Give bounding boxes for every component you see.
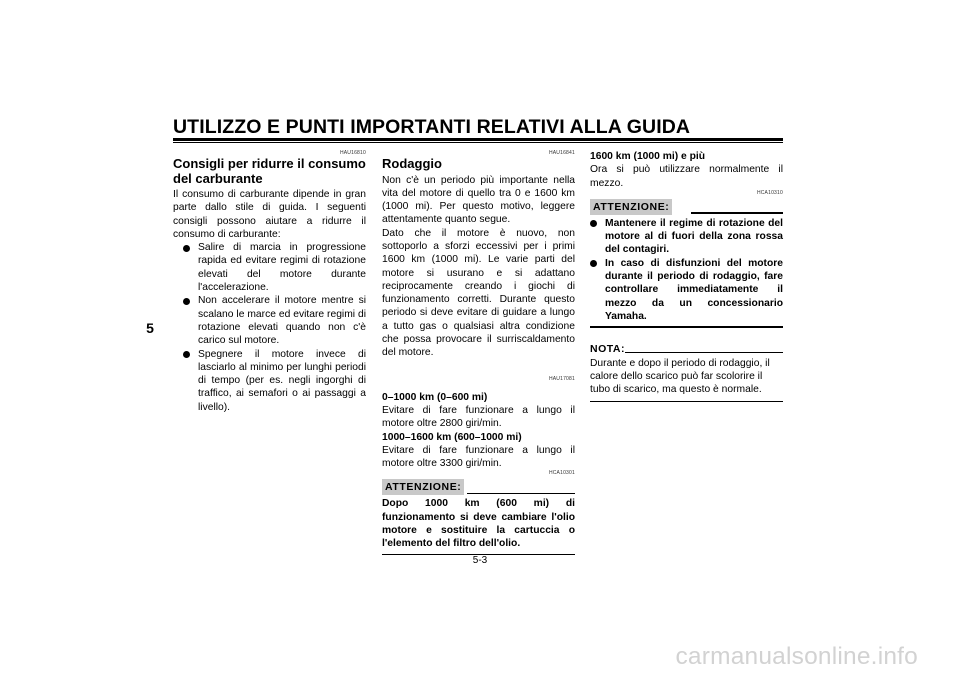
break-in-paragraph-1: Non c'è un periodo più importante nella vita del motore di quello tra 0 e 1600 km (1000 mi). Per questo motivo, leggere attentamente quanto segue. [382,174,575,226]
caution-label: ATTENZIONE: [590,199,672,215]
column-break-in [382,150,575,555]
fuel-tips-list [173,241,366,414]
break-in-stage-1-text: Evitare di fare funzionare a lungo il motore oltre 2800 giri/min. [382,404,575,430]
list-item: Salire di marcia in progressione rapida ed evitare regimi di rotazione elevati del motore durante l'accelerazione. [183,241,366,294]
section-code: HAU16841 [548,150,575,156]
break-in-stage-3-title: 1600 km (1000 mi) e più [590,151,706,162]
section-heading-fuel [173,157,366,186]
caution-code: HCA10301 [548,470,575,477]
caution-label: ATTENZIONE: [382,479,464,495]
caution-header [382,479,575,497]
caution-rule [691,212,783,214]
note-rule [625,352,783,353]
heading-line-1: Consigli per ridurre il consumo [173,156,366,171]
header-rule [173,138,783,141]
bullet-icon [183,298,190,305]
break-in-stage-3-text: Ora si può utilizzare normalmente il mezzo. [590,164,783,189]
break-in-paragraph-2: Dato che il motore è nuovo, non sottoporlo a sforzi eccessivi per i primi 1600 km (1000 mi). Le varie parti del motore si usurano e si adattano reciprocamente creando i giochi di funzionamento corretti. Durante questo periodo si deve evitare di guidare a lungo a tutto gas o qualsiasi altra condizione che possa provocare il surriscaldamento del motore. [382,227,575,359]
section-code: HAU17081 [548,375,575,382]
caution-header [590,199,783,217]
caution-text: Dopo 1000 km (600 mi) di funzionamento si deve cambiare l'olio motore e sostituire la cartuccia o l'elemento del filtro dell'olio. [382,498,575,550]
note-label: NOTA: [590,342,625,355]
page-number: 5-3 [472,555,488,566]
caution-list [590,217,783,323]
caution-end-rule [590,326,783,328]
section-heading-break-in: Rodaggio [382,156,442,171]
note-end-rule [590,401,783,402]
list-item: In caso di disfunzioni del motore durante il periodo di rodaggio, fare controllare immediatamente il mezzo da un concessionario Yamaha. [590,257,783,323]
fuel-intro: Il consumo di carburante dipende in gran parte dallo stile di guida. I seguenti consigli possono aiutare a ridurre il consumo di carburante: [173,189,366,240]
note-header [590,342,783,357]
chapter-title: UTILIZZO E PUNTI IMPORTANTI RELATIVI ALLA GUIDA [173,116,691,138]
column-after-break-in [590,150,783,402]
note-text: Durante e dopo il periodo di rodaggio, il calore dello scarico può far scolorire il tubo di scarico, ma questo è normale. [590,357,770,396]
bullet-icon [183,351,190,358]
column-fuel-consumption [173,150,366,414]
heading-line-2: del carburante [173,170,263,186]
bullet-icon [183,245,190,252]
bullet-icon [590,220,597,227]
caution-rule [467,493,575,495]
header-rule-thin [173,142,783,143]
break-in-stage-2-text: Evitare di fare funzionare a lungo il motore oltre 3300 giri/min. [382,444,575,470]
break-in-stage-1-title: 0–1000 km (0–600 mi) [382,391,488,403]
section-code: HAU16810 [339,150,366,156]
chapter-tab: 5 [146,320,154,336]
list-item: Spegnere il motore invece di lasciarlo al minimo per lunghi periodi di tempo (per es. negli ingorghi di traffico, ai semafori o ai passaggi a livello). [183,348,366,414]
bullet-icon [590,260,597,267]
caution-code: HCA10310 [756,189,783,196]
watermark: carmanualsonline.info [675,643,918,670]
break-in-stage-2-title: 1000–1600 km (600–1000 mi) [382,431,522,443]
list-item: Non accelerare il motore mentre si scalano le marce ed evitare regimi di rotazione elevati quando non c'è carico sul motore. [183,294,366,347]
list-item: Mantenere il regime di rotazione del motore al di fuori della zona rossa del contagiri. [590,217,783,257]
